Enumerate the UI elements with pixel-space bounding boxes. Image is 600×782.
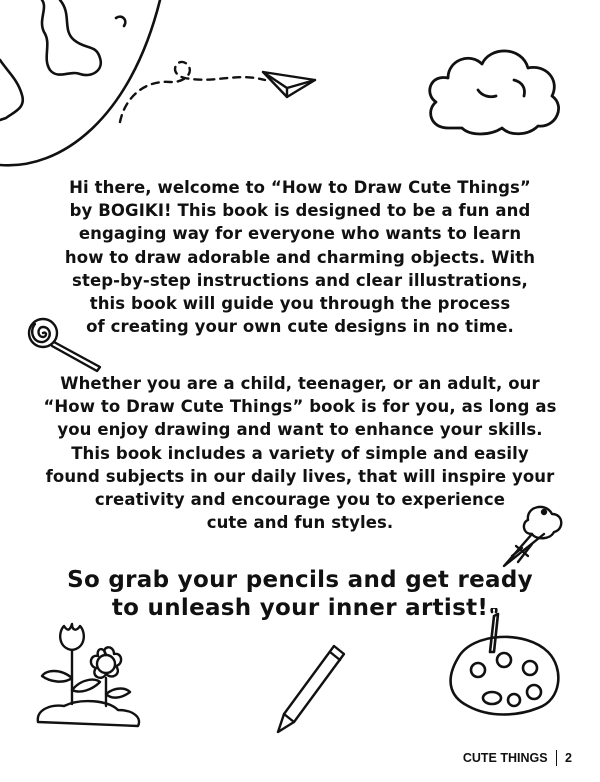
tagline-line: So grab your pencils and get ready (67, 567, 533, 593)
intro-line: of creating your own cute designs in no time. (86, 317, 514, 337)
crayon-icon (272, 638, 352, 738)
body-line: This book includes a variety of simple and easily (71, 443, 529, 463)
body-paragraph (0, 372, 600, 534)
flowers-icon (30, 618, 150, 730)
body-line: cute and fun styles. (206, 513, 394, 533)
footer-book-title: CUTE THINGS (462, 751, 548, 765)
body-line: Whether you are a child, teenager, or an adult, our (60, 374, 540, 393)
page-footer (463, 750, 572, 766)
intro-paragraph (0, 176, 600, 338)
body-line: you enjoy drawing and want to enhance your skills. (57, 420, 543, 440)
tagline-line: to unleash your inner artist! (111, 595, 489, 621)
intro-line: engaging way for everyone who wants to learn (78, 224, 522, 244)
intro-line: Hi there, welcome to “How to Draw Cute Things” (69, 178, 531, 197)
intro-line: how to draw adorable and charming objects. With (64, 247, 536, 267)
intro-line: step-by-step instructions and clear illustrations, (72, 270, 528, 290)
cloud-icon (418, 40, 568, 140)
body-line: found subjects in our daily lives, that will inspire your (45, 466, 555, 486)
intro-line: by BOGIKI! This book is designed to be a fun and (69, 201, 531, 221)
page-number: 2 (565, 751, 572, 765)
body-line: “How to Draw Cute Things” book is for you, as long as (43, 397, 557, 417)
body-line: creativity and encourage you to experience (94, 490, 506, 510)
paint-palette-icon (438, 608, 568, 723)
intro-line: this book will guide you through the process (89, 294, 511, 314)
paper-plane-icon (115, 42, 325, 132)
footer-divider (556, 750, 558, 766)
